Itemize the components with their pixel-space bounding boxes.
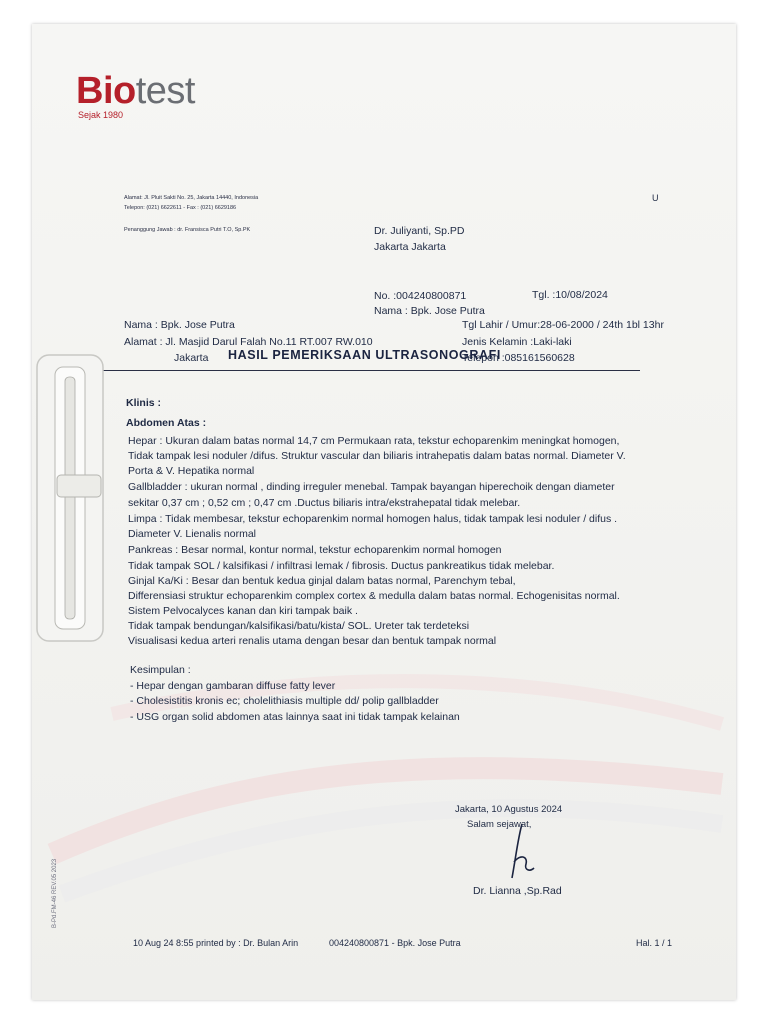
klinis-label: Klinis :	[126, 397, 162, 409]
patient-name-top: Nama : Bpk. Jose Putra	[374, 305, 485, 317]
finding-line: Differensiasi struktur echoparenkim complex cortex & medulla dalam batas normal. Echogenisitas normal.	[128, 590, 620, 602]
finding-line: Ginjal Ka/Ki : Besar dan bentuk kedua ginjal dalam batas normal, Parenchym tebal,	[128, 575, 516, 587]
printed-info: 10 Aug 24 8:55 printed by : Dr. Bulan Arin	[133, 938, 299, 948]
exam-date: Tgl. :10/08/2024	[532, 289, 608, 301]
patient-city: Jakarta	[174, 352, 209, 364]
finding-line: sekitar 0,37 cm ; 0,52 cm ; 0,47 cm .Ductus biliaris intra/ekstrahepatal tidak melebar.	[128, 497, 521, 509]
patient-name: Nama : Bpk. Jose Putra	[124, 319, 235, 331]
logo-test: test	[135, 70, 195, 112]
footer-record: 004240800871 - Bpk. Jose Putra	[329, 938, 461, 948]
conclusion-title: Kesimpulan :	[130, 664, 191, 676]
finding-line: Hepar : Ukuran dalam batas normal 14,7 cm Permukaan rata, tekstur echoparenkim meningkat homogen,	[128, 435, 620, 447]
signoff-place-date: Jakarta, 10 Agustus 2024	[455, 804, 563, 815]
patient-phone: Telepon :085161560628	[462, 352, 575, 364]
brand-logo	[76, 70, 195, 113]
signoff-greeting: Salam sejawat,	[467, 819, 532, 830]
lab-address: Alamat: Jl. Pluit Sakti No. 25, Jakarta 14440, Indonesia	[124, 195, 259, 201]
form-code: B-Pd.FM-46 REV.05 2023	[52, 858, 58, 928]
finding-line: Diameter V. Lienalis normal	[128, 528, 257, 540]
conclusion-item: - USG organ solid abdomen atas lainnya saat ini tidak tampak kelainan	[130, 711, 460, 723]
referrer-city: Jakarta Jakarta	[374, 241, 446, 253]
finding-line: Gallbladder : ukuran normal , dinding irreguler menebal. Tampak bayangan hiperechoik dengan diameter	[128, 481, 615, 493]
patient-address: Alamat : Jl. Masjid Darul Falah No.11 RT.007 RW.010	[124, 336, 373, 348]
section-label: Abdomen Atas :	[126, 417, 207, 429]
logo-since: Sejak 1980	[78, 110, 124, 120]
patient-dob: Tgl Lahir / Umur:28-06-2000 / 24th 1bl 13hr	[462, 319, 664, 331]
title-divider	[92, 370, 640, 371]
finding-line: Tidak tampak SOL / kalsifikasi / infiltrasi lemak / fibrosis. Ductus pankreatikus tidak melebar.	[128, 560, 555, 572]
referrer-name: Dr. Juliyanti, Sp.PD	[374, 225, 465, 237]
finding-line: Tidak tampak bendungan/kalsifikasi/batu/kista/ SOL. Ureter tak terdeteksi	[128, 620, 470, 632]
document-page	[32, 24, 736, 1000]
signature-mark	[478, 818, 538, 884]
responsible-person: Penanggung Jawab : dr. Fransisca Putri T.O, Sp.PK	[124, 227, 251, 233]
logo-bio: Bio	[76, 70, 136, 112]
conclusion-item: - Cholesistitis kronis ec; cholelithiasis multiple dd/ polip gallbladder	[130, 695, 439, 707]
finding-line: Tidak tampak lesi noduler /difus. Struktur vascular dan biliaris intrahepatis dalam batas normal. Diameter V.	[128, 450, 626, 462]
signing-doctor: Dr. Lianna ,Sp.Rad	[473, 885, 562, 897]
corner-mark: U	[652, 193, 659, 203]
finding-line: Limpa : Tidak membesar, tekstur echoparenkim normal homogen halus, tidak tampak lesi noduler / difus .	[128, 513, 618, 525]
finding-line: Pankreas : Besar normal, kontur normal, tekstur echoparenkim normal homogen	[128, 544, 502, 556]
lab-phone: Telepon: (021) 6622611 - Fax : (021) 6629186	[124, 205, 237, 211]
exam-number: No. :004240800871	[374, 290, 467, 302]
watermark-swoosh	[32, 24, 736, 1000]
finding-line: Porta & V. Hepatika normal	[128, 465, 255, 477]
finding-line: Visualisasi kedua arteri renalis utama dengan besar dan bentuk tampak normal	[128, 635, 497, 647]
finding-line: Sistem Pelvocalyces kanan dan kiri tampak baik .	[128, 605, 358, 617]
patient-gender: Jenis Kelamin :Laki-laki	[462, 336, 572, 348]
page-number: Hal. 1 / 1	[636, 938, 673, 948]
conclusion-item: - Hepar dengan gambaran diffuse fatty lever	[130, 680, 336, 692]
report-title: HASIL PEMERIKSAAN ULTRASONOGRAFI	[228, 348, 501, 362]
binder-clip	[35, 353, 105, 643]
